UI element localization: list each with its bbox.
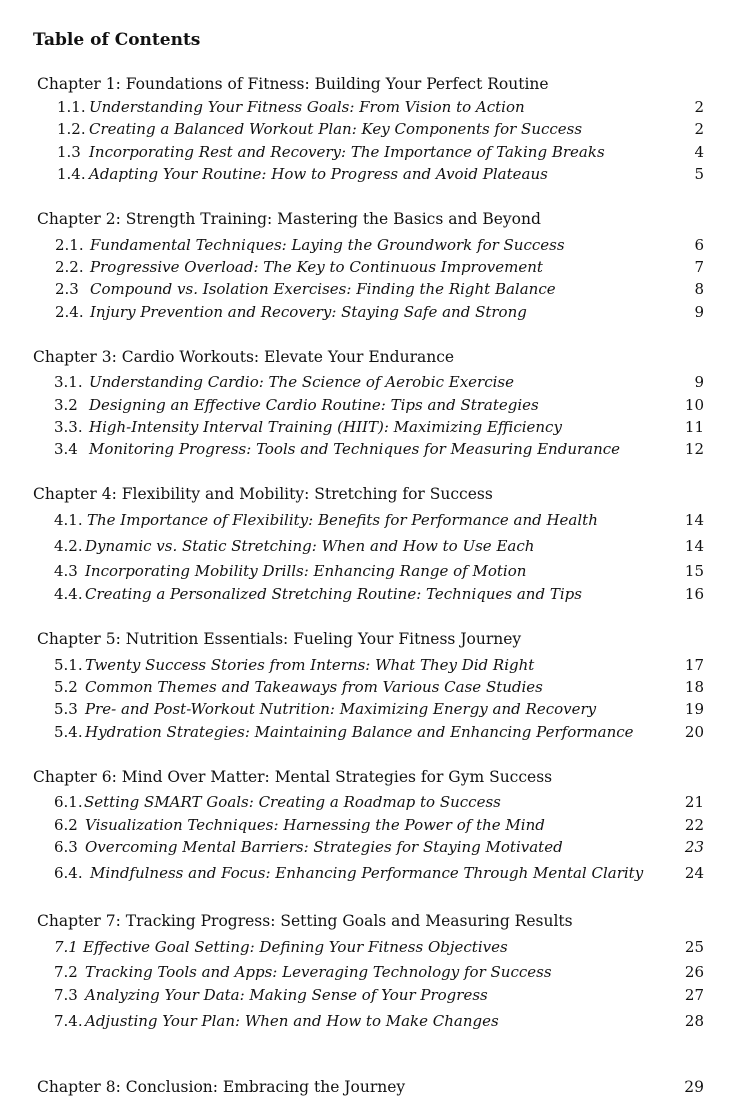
toc-entry-6-1[interactable]	[0, 793, 744, 813]
toc-entry-5-4[interactable]	[0, 723, 744, 743]
page-number: 15	[684, 562, 704, 580]
section-title: Dynamic vs. Static Stretching: When and How to Use Each	[85, 537, 535, 555]
chapter-6-heading: Chapter 6: Mind Over Matter: Mental Strategies for Gym Success	[33, 768, 553, 786]
section-number: 4.2.	[54, 537, 83, 555]
page-number: 12	[684, 440, 704, 458]
toc-entry-3-3[interactable]	[0, 418, 744, 438]
toc-entry-7-3[interactable]	[0, 986, 744, 1006]
toc-entry-5-1[interactable]	[0, 656, 744, 676]
section-number: 2.3	[55, 280, 79, 298]
section-title: Understanding Your Fitness Goals: From Vision to Action	[89, 98, 525, 116]
section-number: 5.1.	[54, 656, 83, 674]
toc-entry-2-2[interactable]	[0, 258, 744, 278]
page-number: 14	[684, 537, 704, 555]
section-title: Pre- and Post-Workout Nutrition: Maximizing Energy and Recovery	[85, 700, 597, 718]
section-title: Compound vs. Isolation Exercises: Finding the Right Balance	[90, 280, 556, 298]
page-number: 9	[694, 373, 704, 391]
page-number: 26	[684, 963, 704, 981]
page-number: 10	[684, 396, 704, 414]
toc-entry-6-3[interactable]	[0, 838, 744, 858]
section-number: 7.1	[54, 938, 78, 956]
section-title: Effective Goal Setting: Defining Your Fitness Objectives	[83, 938, 508, 956]
section-number: 2.1.	[55, 236, 84, 254]
toc-entry-2-4[interactable]	[0, 303, 744, 323]
toc-entry-6-2[interactable]	[0, 816, 744, 836]
toc-entry-1-3[interactable]	[0, 143, 744, 163]
page-number: 23	[684, 838, 704, 856]
chapter-4-heading: Chapter 4: Flexibility and Mobility: Stretching for Success	[33, 485, 493, 503]
page-number: 8	[694, 280, 704, 298]
section-number: 3.3.	[54, 418, 83, 436]
section-title: Setting SMART Goals: Creating a Roadmap to Success	[84, 793, 501, 811]
section-title: Twenty Success Stories from Interns: What They Did Right	[85, 656, 535, 674]
section-title: Tracking Tools and Apps: Leveraging Technology for Success	[85, 963, 552, 981]
toc-entry-3-4[interactable]	[0, 440, 744, 460]
page-number: 20	[684, 723, 704, 741]
section-title: Common Themes and Takeaways from Various Case Studies	[85, 678, 543, 696]
page-number: 24	[684, 864, 704, 882]
section-title: High-Intensity Interval Training (HIIT): Maximizing Efficiency	[89, 418, 562, 436]
section-title: Injury Prevention and Recovery: Staying Safe and Strong	[90, 303, 527, 321]
section-number: 6.3	[54, 838, 78, 856]
section-title: The Importance of Flexibility: Benefits for Performance and Health	[87, 511, 598, 529]
toc-entry-6-4[interactable]	[0, 864, 744, 884]
section-number: 4.1.	[54, 511, 83, 529]
page-number: 5	[694, 165, 704, 183]
page-number: 11	[684, 418, 704, 436]
page-number: 29	[684, 1078, 704, 1096]
section-title: Creating a Personalized Stretching Routine: Techniques and Tips	[85, 585, 582, 603]
page-number: 16	[684, 585, 704, 603]
chapter-1-heading: Chapter 1: Foundations of Fitness: Building Your Perfect Routine	[37, 75, 549, 93]
toc-title: Table of Contents	[33, 30, 201, 50]
section-title: Incorporating Mobility Drills: Enhancing Range of Motion	[85, 562, 527, 580]
toc-entry-7-2[interactable]	[0, 963, 744, 983]
section-title: Fundamental Techniques: Laying the Groundwork for Success	[90, 236, 565, 254]
page-number: 7	[694, 258, 704, 276]
page-number: 25	[684, 938, 704, 956]
section-title: Adapting Your Routine: How to Progress and Avoid Plateaus	[89, 165, 548, 183]
toc-entry-4-2[interactable]	[0, 537, 744, 557]
toc-entry-7-4[interactable]	[0, 1012, 744, 1032]
section-title: Incorporating Rest and Recovery: The Importance of Taking Breaks	[89, 143, 605, 161]
toc-entry-2-3[interactable]	[0, 280, 744, 300]
chapter-7-heading: Chapter 7: Tracking Progress: Setting Goals and Measuring Results	[37, 912, 573, 930]
toc-entry-1-2[interactable]	[0, 120, 744, 140]
page-number: 22	[684, 816, 704, 834]
chapter-8-heading: Chapter 8: Conclusion: Embracing the Journey	[37, 1078, 406, 1096]
section-title: Visualization Techniques: Harnessing the Power of the Mind	[85, 816, 545, 834]
section-number: 3.2	[54, 396, 78, 414]
section-number: 1.2.	[57, 120, 86, 138]
page-number: 2	[694, 98, 704, 116]
section-number: 7.3	[54, 986, 78, 1004]
section-number: 4.3	[54, 562, 78, 580]
section-title: Analyzing Your Data: Making Sense of Your Progress	[85, 986, 488, 1004]
section-number: 5.2	[54, 678, 78, 696]
toc-entry-1-4[interactable]	[0, 165, 744, 185]
section-number: 7.4.	[54, 1012, 83, 1030]
section-number: 5.3	[54, 700, 78, 718]
page-number: 19	[684, 700, 704, 718]
section-number: 3.1.	[54, 373, 83, 391]
toc-entry-4-3[interactable]	[0, 562, 744, 582]
section-title: Hydration Strategies: Maintaining Balance and Enhancing Performance	[85, 723, 634, 741]
page-number: 6	[694, 236, 704, 254]
toc-entry-2-1[interactable]	[0, 236, 744, 256]
section-number: 6.4.	[54, 864, 83, 882]
section-number: 4.4.	[54, 585, 83, 603]
section-title: Progressive Overload: The Key to Continuous Improvement	[90, 258, 543, 276]
section-title: Creating a Balanced Workout Plan: Key Components for Success	[89, 120, 583, 138]
page-number: 14	[684, 511, 704, 529]
page-number: 9	[694, 303, 704, 321]
page-number: 17	[684, 656, 704, 674]
toc-entry-3-1[interactable]	[0, 373, 744, 393]
section-number: 6.1.	[54, 793, 83, 811]
chapter-5-heading: Chapter 5: Nutrition Essentials: Fueling Your Fitness Journey	[37, 630, 522, 648]
section-title: Understanding Cardio: The Science of Aerobic Exercise	[89, 373, 514, 391]
section-title: Designing an Effective Cardio Routine: Tips and Strategies	[89, 396, 539, 414]
section-title: Mindfulness and Focus: Enhancing Performance Through Mental Clarity	[90, 864, 644, 882]
page-number: 4	[694, 143, 704, 161]
toc-entry-5-2[interactable]	[0, 678, 744, 698]
toc-entry-7-1[interactable]	[0, 938, 744, 958]
page-number: 2	[694, 120, 704, 138]
section-number: 3.4	[54, 440, 78, 458]
section-number: 1.1.	[57, 98, 86, 116]
section-number: 5.4.	[54, 723, 83, 741]
toc-entry-5-3[interactable]	[0, 700, 744, 720]
section-title: Adjusting Your Plan: When and How to Make Changes	[85, 1012, 499, 1030]
page-number: 27	[684, 986, 704, 1004]
chapter-2-heading: Chapter 2: Strength Training: Mastering the Basics and Beyond	[37, 210, 541, 228]
toc-entry-conclusion[interactable]	[0, 1078, 744, 1100]
toc-entry-3-2[interactable]	[0, 396, 744, 416]
section-number: 2.2.	[55, 258, 84, 276]
page-number: 21	[684, 793, 704, 811]
page-number: 18	[684, 678, 704, 696]
toc-entry-4-1[interactable]	[0, 511, 744, 531]
section-number: 1.4.	[57, 165, 86, 183]
section-number: 6.2	[54, 816, 78, 834]
toc-entry-4-4[interactable]	[0, 585, 744, 605]
chapter-3-heading: Chapter 3: Cardio Workouts: Elevate Your Endurance	[33, 348, 455, 366]
section-title: Monitoring Progress: Tools and Techniques for Measuring Endurance	[89, 440, 621, 458]
section-number: 1.3	[57, 143, 81, 161]
toc-entry-1-1[interactable]	[0, 98, 744, 118]
section-number: 2.4.	[55, 303, 84, 321]
section-number: 7.2	[54, 963, 78, 981]
page-number: 28	[684, 1012, 704, 1030]
section-title: Overcoming Mental Barriers: Strategies for Staying Motivated	[85, 838, 563, 856]
